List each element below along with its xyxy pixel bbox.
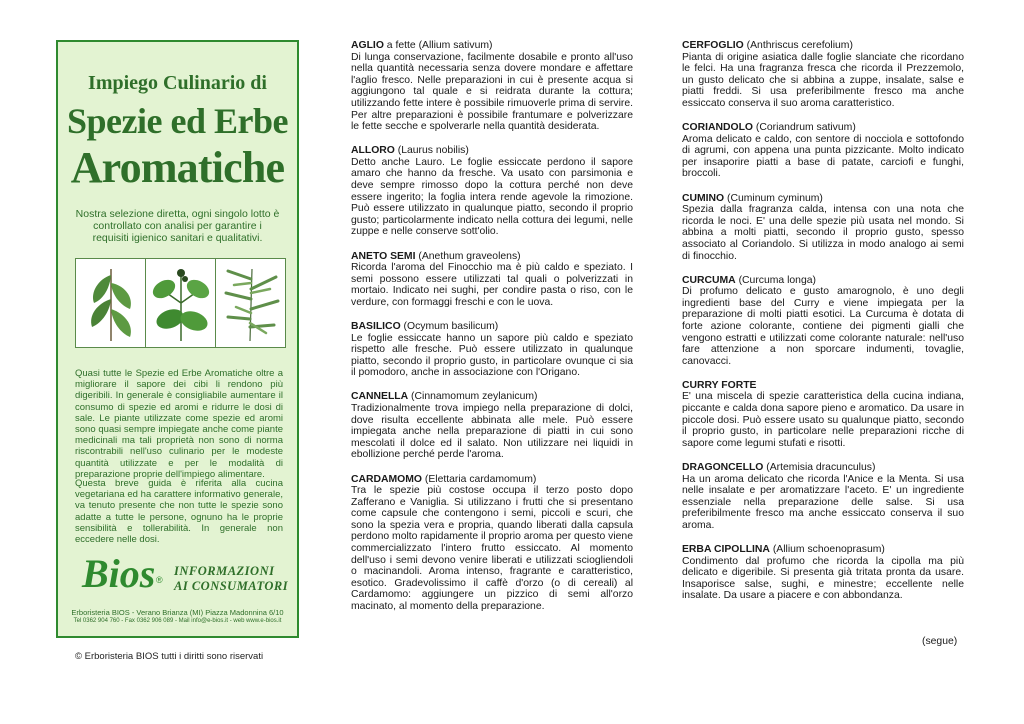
spice-latin-name: (Coriandrum sativum) bbox=[753, 122, 856, 134]
spice-entry bbox=[351, 145, 633, 238]
spice-latin-name: (Anthriscus cerefolium) bbox=[743, 40, 853, 51]
spice-description: Ha un aroma delicato che ricorda l'Anice e la Menta. Si usa nelle insalate e per aromatizzare l'aceto. E' un ingrediente essenziale nella preparazione delle salse. Si usa preferibilmente fresco ma anche essiccato conserva il suo aroma. bbox=[682, 473, 964, 531]
spice-entry bbox=[682, 380, 964, 450]
spice-description: Aroma delicato e caldo, con sentore di nocciola e sottofondo di agrumi, con appena una punta pizzicante. Molto indicato per insaporire piatti a base di patate, carciofi e funghi, broccoli. bbox=[682, 133, 964, 180]
spice-name: DRAGONCELLO bbox=[682, 461, 764, 473]
spice-name: CURRY FORTE bbox=[682, 379, 757, 391]
spice-latin-name: (Cuminum cyminum) bbox=[724, 192, 823, 204]
spice-entry bbox=[351, 474, 633, 613]
intro-text: Nostra selezione diretta, ogni singolo lotto è controllato con analisi per garantire i requisiti igienico sanitari e qualitativi. bbox=[75, 208, 280, 244]
spice-entry bbox=[682, 193, 964, 263]
spice-entry bbox=[351, 251, 633, 309]
spice-name: CURCUMA bbox=[682, 274, 736, 286]
description-paragraph-2: Questa breve guida è riferita alla cucina vegetariana ed ha carattere informativo generale, va tenuto presente che non tutte le spezie sono adatte a tutte le persone, ognuno ha le proprie sensibilità e tollerabilità. In generale non eccedere nelle dosi. bbox=[75, 478, 283, 546]
spice-name: ALLORO bbox=[351, 145, 395, 157]
spice-description: E' una miscela di spezie caratteristica della cucina indiana, piccante e calda dona sapore pieno e aromatico. Da usare in piccole dosi. Può essere usato su qualunque piatto, secondo il proprio gusto, in particolare nelle preparazioni ricche di sapore come legumi stufati e risotti. bbox=[682, 391, 964, 449]
basil-plant-icon bbox=[146, 259, 216, 347]
title-line-1: Impiego Culinario di bbox=[88, 72, 267, 94]
copyright-notice: © Erboristeria BIOS tutti i diritti sono riservati bbox=[75, 651, 264, 662]
bios-logo: Bios bbox=[82, 551, 156, 596]
shop-contacts: Tel 0362 904 760 - Fax 0362 906 089 - Mail info@e-bios.it - web www.e-bios.it bbox=[73, 618, 282, 624]
spice-entry bbox=[682, 462, 964, 532]
spice-description: Di lunga conservazione, facilmente dosabile e pronto all'uso nella quantità necessaria senza dovere mondare e affettare l'aglio fresco. Nelle preparazioni in cui è presente acqua si aggiungono tal quale e si reidrata durante la cottura; utilizzando fette intere è possibile rimuoverle prima di servire. Per altre preparazioni è possibile frantumare e polverizzare le fette secche e spolverarle nella quantità desiderata. bbox=[351, 51, 633, 133]
continued-label: (segue) bbox=[922, 636, 958, 647]
spice-latin-name: (Elettaria cardamomum) bbox=[422, 473, 537, 485]
spice-entry bbox=[351, 40, 633, 133]
spice-name: CORIANDOLO bbox=[682, 122, 753, 134]
spice-latin-name: (Anethum graveolens) bbox=[415, 250, 521, 262]
consumer-info-line-2: AI CONSUMATORI bbox=[174, 579, 289, 593]
spice-description: Spezia dalla fragranza calda, intensa con una nota che ricorda le noci. E' una delle spezie più usata nel mondo. Si abbina a molti piatti, secondo il proprio gusto, spesso associato al Coriandolo. Si utilizza in modo analogo ai semi di finocchio. bbox=[682, 204, 964, 262]
spice-description: Ricorda l'aroma del Finocchio ma è più caldo e speziato. I semi possono essere utilizzati tal quali o polverizzati in mortaio. Indicato nei sughi, per condire pasta o riso, con le verdure, con formaggi freschi e con le uova. bbox=[351, 262, 633, 308]
consumer-info-line-1: INFORMAZIONI bbox=[174, 564, 275, 578]
spice-column-3 bbox=[682, 40, 964, 614]
spice-entry bbox=[682, 275, 964, 368]
spice-description: Tradizionalmente trova impiego nella preparazione di dolci, dove risulta eccellente abbinata alle mele. Può essere impiegata anche nella preparazione di piatti in cui sono mescolati il dolce ed il salato. Non utilizzare nei liquidi in ebollizione perché perde l'aroma. bbox=[351, 403, 633, 461]
spice-latin-name: (Ocymum basilicum) bbox=[400, 320, 499, 332]
spice-name: ERBA CIPOLLINA bbox=[682, 543, 770, 555]
spice-description: Le foglie essiccate hanno un sapore più caldo e speziato rispetto alle fresche. Può essere utilizzato in qualunque piatto, secondo il proprio gusto, in particolare ovunque ci sia il pomodoro, anche in associazione con l'Origano. bbox=[351, 332, 633, 379]
spice-entry bbox=[351, 391, 633, 461]
spice-description: Detto anche Lauro. Le foglie essiccate perdono il sapore amaro che hanno da fresche. Va usato con parsimonia e deve sempre rimosso dopo la cottura perché non deve essere ingerito; la foglia intera rende agevole la rimozione. Può essere utilizzato in qualunque piatto, secondo il proprio gusto; particolarmente indicato nella cottura dei legumi, nelle zuppe e nelle conserve sott'olio. bbox=[351, 156, 633, 238]
spice-latin-name: (Curcuma longa) bbox=[735, 274, 816, 286]
spice-description: Pianta di origine asiatica dalle foglie slanciate che ricordano le felci. Ha una fragranza fresca che ricorda il Prezzemolo, un gusto delicato che si abbina a zuppe, insalate, salse e piatti freddi. Si usa preferibilmente fresco ma anche essiccato conserva il suo aroma caratteristico. bbox=[682, 51, 964, 109]
consumer-info-heading bbox=[174, 564, 288, 594]
spice-latin-name: (Artemisia dracunculus) bbox=[763, 461, 876, 473]
spice-latin-name: (Laurus nobilis) bbox=[394, 145, 469, 157]
spice-description: Condimento dal profumo che ricorda la cipolla ma più delicato e digeribile. Si presenta già tritata pronta da usare. Insaporisce salse, sughi, e minestre; eccellente nelle insalate. Da usare a piacere e con abbondanza. bbox=[682, 555, 964, 602]
spice-name: AGLIO bbox=[351, 40, 384, 51]
spice-column-2 bbox=[351, 40, 633, 625]
spice-name: CARDAMOMO bbox=[351, 473, 422, 485]
spice-entry bbox=[682, 122, 964, 180]
spice-entry bbox=[682, 544, 964, 602]
spice-latin-name: a fette (Allium sativum) bbox=[383, 40, 493, 51]
brochure-cover-panel bbox=[56, 40, 299, 638]
spice-description: Di profumo delicato e gusto amarognolo, è uno degli ingredienti base del Curry e viene impiegata per la preparazione di molti piatti esotici. La Curcuma è dotata di forte azione colorante, contiene dei pigmenti gialli che vengono estratti e utilizzati come colorante naturale: nell'uso fare attenzione a non sporcare indumenti, tovaglie, canovacci. bbox=[682, 286, 964, 367]
title-line-2: Spezie ed Erbe bbox=[67, 101, 288, 141]
bay-leaf-icon bbox=[76, 259, 146, 347]
spice-latin-name: (Allium schoenoprasum) bbox=[769, 543, 885, 555]
spice-name: BASILICO bbox=[351, 320, 401, 332]
spice-name: CERFOGLIO bbox=[682, 40, 744, 51]
spice-latin-name: (Cinnamomum zeylanicum) bbox=[408, 391, 538, 403]
spice-entry bbox=[682, 40, 964, 110]
registered-mark: ® bbox=[156, 575, 163, 585]
spice-description: Tra le spezie più costose occupa il terzo posto dopo Zafferano e Vaniglia. Si utilizzano i frutti che si presentano come capsule che contengono i semi, piccoli e scuri, che sono la spezia vera e propria, quando liberati dalla capsula perdono molto rapidamente il proprio aroma per questo viene commercializzato l'intero frutto essiccato. Al momento dell'uso i semi devono venire liberati e utilizzati sciogliendoli o macinandoli. Aroma intenso, fragrante e caratteristico, esotico. Gradevolissimo il caffè d'orzo (o di cereali) al Cardamomo: aggiungere un pizzico di semi all'orzo macinato, al momento della preparazione. bbox=[351, 485, 633, 613]
spice-name: CUMINO bbox=[682, 192, 725, 204]
tarragon-icon bbox=[216, 259, 285, 347]
spice-name: ANETO SEMI bbox=[351, 250, 416, 262]
spice-name: CANNELLA bbox=[351, 391, 409, 403]
description-paragraph-1: Quasi tutte le Spezie ed Erbe Aromatiche oltre a migliorare il sapore dei cibi li rendono più digeribili. In generale è consigliabile aumentare il consumo di spezie ed aromi e ridurre le dosi di sale. Le piante utilizzate come spezie ed aromi sono quasi sempre impiegate anche come piante medicinali ma tali proprietà non sono di norma riscontrabili nell'uso culinario per le modeste quantità utilizzate e per le modalità di preparazione proprie dell'impiego alimentare. bbox=[75, 368, 283, 480]
title-line-3: Aromatiche bbox=[70, 143, 285, 192]
spice-entry bbox=[351, 321, 633, 379]
shop-address: Erboristeria BIOS - Verano Brianza (MI) Piazza Madonnina 6/10 bbox=[71, 608, 284, 617]
plant-illustrations bbox=[75, 258, 286, 348]
